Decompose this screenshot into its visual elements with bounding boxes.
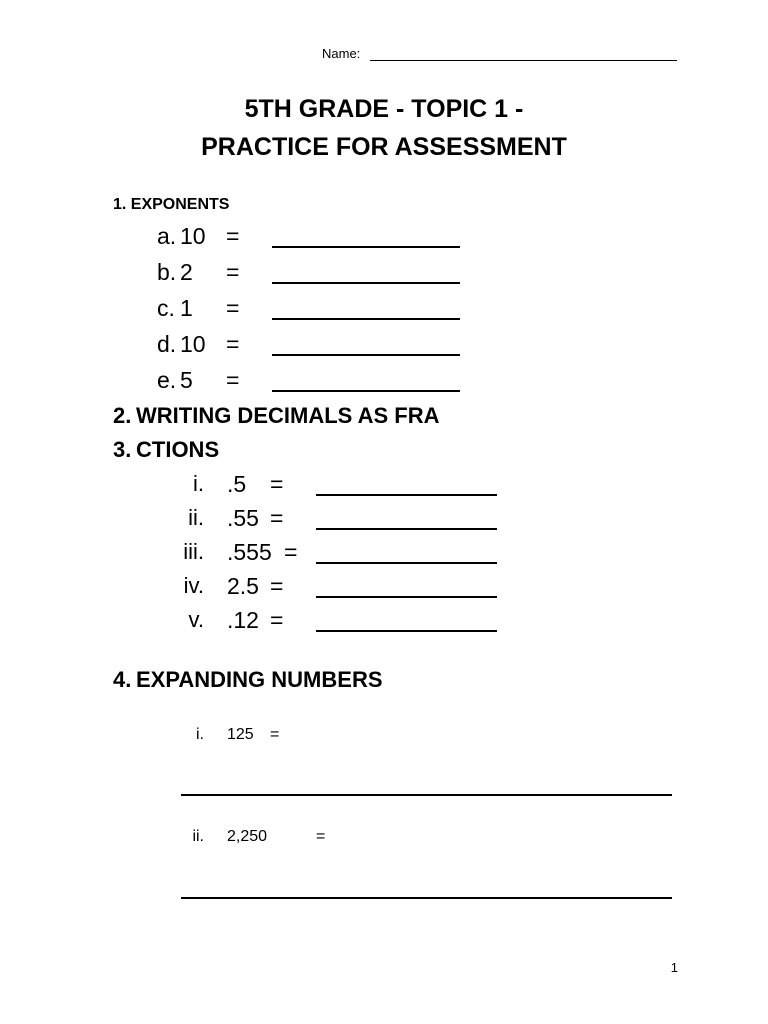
item-letter: c. bbox=[157, 295, 175, 321]
item-roman: i. bbox=[196, 726, 204, 743]
item-roman: iv. bbox=[183, 573, 204, 598]
item-value: .55 bbox=[227, 505, 259, 531]
item-equals: = bbox=[226, 295, 240, 321]
item-equals: = bbox=[270, 607, 284, 633]
item-equals: = bbox=[226, 367, 240, 393]
answer-line[interactable] bbox=[181, 897, 672, 899]
item-value: 2 bbox=[180, 259, 193, 285]
answer-line[interactable] bbox=[181, 794, 672, 796]
item-letter: d. bbox=[157, 331, 177, 357]
item-value: .555 bbox=[227, 539, 272, 565]
item-value: 10 bbox=[180, 223, 206, 249]
item-letter: b. bbox=[157, 259, 177, 285]
item-value: 2.5 bbox=[227, 573, 259, 599]
name-field[interactable] bbox=[370, 60, 677, 61]
section-2-number: 2. bbox=[113, 403, 132, 428]
answer-line[interactable] bbox=[316, 494, 497, 496]
item-equals: = bbox=[270, 471, 284, 497]
section-4-heading: EXPANDING NUMBERS bbox=[136, 667, 383, 692]
section-3-number: 3. bbox=[113, 437, 132, 462]
item-equals: = bbox=[226, 223, 240, 249]
item-equals: = bbox=[226, 331, 240, 357]
section-3-heading: CTIONS bbox=[136, 437, 220, 462]
page-number: 1 bbox=[670, 960, 678, 975]
item-equals: = bbox=[270, 505, 284, 531]
name-label: Name: bbox=[322, 46, 361, 61]
answer-line[interactable] bbox=[272, 318, 460, 320]
item-value: 10 bbox=[180, 331, 206, 357]
item-equals: = bbox=[284, 539, 298, 565]
item-roman: ii. bbox=[188, 505, 204, 530]
item-roman: ii. bbox=[192, 828, 204, 845]
section-4-number: 4. bbox=[113, 667, 132, 692]
answer-line[interactable] bbox=[316, 562, 497, 564]
section-2-heading: WRITING DECIMALS AS FRA bbox=[136, 403, 440, 428]
answer-line[interactable] bbox=[272, 282, 460, 284]
answer-line[interactable] bbox=[272, 246, 460, 248]
item-value: .5 bbox=[227, 471, 247, 497]
item-value: 2,250 bbox=[227, 828, 268, 845]
title-line-2: PRACTICE FOR ASSESSMENT bbox=[201, 133, 567, 161]
item-value: 5 bbox=[180, 367, 193, 393]
answer-line[interactable] bbox=[316, 596, 497, 598]
answer-line[interactable] bbox=[316, 630, 497, 632]
item-equals: = bbox=[316, 828, 326, 845]
item-equals: = bbox=[270, 726, 280, 743]
item-roman: v. bbox=[188, 607, 204, 632]
item-roman: iii. bbox=[183, 539, 204, 564]
title-line-1: 5TH GRADE - TOPIC 1 - bbox=[244, 95, 524, 123]
answer-line[interactable] bbox=[272, 354, 460, 356]
item-letter: e. bbox=[157, 367, 177, 393]
item-letter: a. bbox=[157, 223, 177, 249]
item-equals: = bbox=[226, 259, 240, 285]
item-roman: i. bbox=[193, 471, 204, 496]
item-equals: = bbox=[270, 573, 284, 599]
item-value: .12 bbox=[227, 607, 259, 633]
item-value: 125 bbox=[227, 726, 254, 743]
item-value: 1 bbox=[180, 295, 193, 321]
section-1-heading: 1. EXPONENTS bbox=[113, 196, 230, 213]
answer-line[interactable] bbox=[316, 528, 497, 530]
answer-line[interactable] bbox=[272, 390, 460, 392]
